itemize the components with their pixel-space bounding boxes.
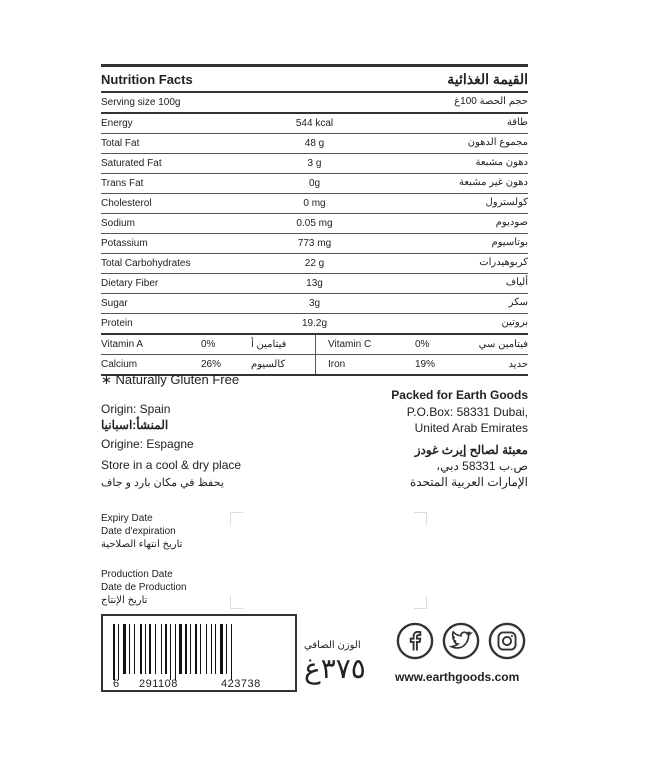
nutrient-name-en: Saturated Fat xyxy=(101,158,162,169)
production-ar: تاريخ الإنتاج xyxy=(101,595,148,606)
barcode-bar xyxy=(118,624,119,680)
nutrient-value: 773 mg xyxy=(297,238,332,249)
barcode-bar xyxy=(134,624,135,674)
nutrition-title-en: Nutrition Facts xyxy=(101,71,193,87)
nutrition-row xyxy=(101,154,528,174)
nutrient-name-en: Cholesterol xyxy=(101,198,152,209)
barcode-bar xyxy=(195,624,197,674)
barcode-bar xyxy=(185,624,187,674)
nutrient-name-en: Sugar xyxy=(101,298,128,309)
gluten-free-note: ∗ Naturally Gluten Free xyxy=(101,372,240,387)
date-box-corner xyxy=(414,596,427,609)
vitamin-divider xyxy=(315,335,316,354)
serving-size-ar: حجم الحصة 100غ xyxy=(454,96,528,107)
nutrient-name-en: Protein xyxy=(101,318,133,329)
barcode-bar xyxy=(161,624,162,674)
barcode-bar xyxy=(170,624,171,680)
nutrition-header xyxy=(101,64,528,93)
barcode-digit-lead: 6 xyxy=(113,678,120,690)
barcode-bar xyxy=(175,624,176,680)
facebook-icon[interactable] xyxy=(396,622,434,660)
nutrient-name-en: Energy xyxy=(101,118,133,129)
nutrition-row xyxy=(101,254,528,274)
nutrition-row xyxy=(101,194,528,214)
production-fr: Date de Production xyxy=(101,582,187,593)
origin-ar: المنشأ:اسبانيا xyxy=(101,418,169,432)
barcode-bar xyxy=(215,624,216,674)
barcode-bar xyxy=(145,624,146,674)
vitamin-divider xyxy=(315,355,316,374)
nutrient-value: 22 g xyxy=(304,258,325,269)
nutrient-value: 13g xyxy=(306,278,323,289)
nutrition-row xyxy=(101,234,528,254)
vitamin-name-en: Calcium xyxy=(101,359,138,370)
nutrition-row xyxy=(101,294,528,314)
expiry-ar: تاريخ انتهاء الصلاحية xyxy=(101,539,183,550)
packer-ar3: الإمارات العربية المتحدة xyxy=(409,475,528,489)
nutrient-name-en: Total Carbohydrates xyxy=(101,258,191,269)
expiry-en: Expiry Date xyxy=(101,513,153,524)
barcode-digits-right: 423738 xyxy=(221,678,261,690)
date-box-corner xyxy=(414,512,427,525)
vitamin-percent: 19% xyxy=(415,359,436,370)
nutrient-name-ar: طاقة xyxy=(506,117,528,128)
nutrient-value: 544 kcal xyxy=(295,118,334,129)
barcode-bar xyxy=(226,624,227,674)
nutrient-name-ar: بوتاسيوم xyxy=(491,237,528,248)
barcode-digits-left: 291108 xyxy=(139,678,178,690)
packer-line1: Packed for Earth Goods xyxy=(391,388,528,402)
nutrient-name-en: Total Fat xyxy=(101,138,140,149)
barcode-bar xyxy=(220,624,223,674)
expiry-fr: Date d'expiration xyxy=(101,526,176,537)
vitamin-row xyxy=(101,335,528,355)
packer-ar2: ص.ب 58331 دبي، xyxy=(436,459,528,473)
packer-line2: P.O.Box: 58331 Dubai, xyxy=(406,405,528,419)
packer-line3: United Arab Emirates xyxy=(414,421,528,435)
vitamin-name-ar: فيتامين سي xyxy=(478,339,528,350)
nutrient-value: 0.05 mg xyxy=(296,218,333,229)
nutrition-panel xyxy=(101,64,528,376)
barcode-bar xyxy=(149,624,151,674)
net-weight-label: الوزن الصافي xyxy=(304,640,361,651)
barcode-bar xyxy=(129,624,130,674)
nutrient-name-ar: دهون مشبعة xyxy=(475,157,528,168)
barcode-bar xyxy=(123,624,126,674)
nutrient-name-ar: سكر xyxy=(508,297,528,308)
barcode-bars xyxy=(109,624,285,674)
nutrition-row xyxy=(101,134,528,154)
nutrition-row xyxy=(101,314,528,335)
serving-row xyxy=(101,93,528,114)
origin-fr: Origine: Espagne xyxy=(101,437,194,451)
nutrient-name-ar: ألياف xyxy=(505,277,528,288)
vitamin-name-en: Vitamin A xyxy=(101,339,144,350)
nutrient-name-ar: كربوهيدرات xyxy=(479,257,528,268)
barcode-bar xyxy=(206,624,207,674)
instagram-icon[interactable] xyxy=(488,622,526,660)
vitamin-name-en: Iron xyxy=(328,359,346,370)
barcode-bar xyxy=(190,624,191,674)
barcode xyxy=(101,614,297,692)
barcode-bar xyxy=(155,624,156,674)
storage-ar: يحفظ في مكان بارد و جاف xyxy=(101,477,224,489)
nutrition-title-ar: القيمة الغذائية xyxy=(447,70,528,87)
nutrition-row xyxy=(101,274,528,294)
serving-size-en: Serving size 100g xyxy=(101,97,181,108)
twitter-icon[interactable] xyxy=(442,622,480,660)
production-block xyxy=(101,568,187,607)
vitamin-percent: 26% xyxy=(201,359,222,370)
barcode-bar xyxy=(211,624,212,674)
nutrient-name-en: Potassium xyxy=(101,238,148,249)
origin-en: Origin: Spain xyxy=(101,402,171,416)
storage-en: Store in a cool & dry place xyxy=(101,458,242,472)
nutrient-name-en: Dietary Fiber xyxy=(101,278,159,289)
barcode-bar xyxy=(113,624,115,680)
barcode-bar xyxy=(140,624,142,674)
barcode-bar xyxy=(165,624,167,674)
barcode-bar xyxy=(179,624,182,674)
barcode-bar xyxy=(231,624,232,680)
production-en: Production Date xyxy=(101,569,173,580)
nutrient-value: 0g xyxy=(308,178,321,189)
nutrient-value: 19.2g xyxy=(301,318,328,329)
nutrient-name-ar: بروتين xyxy=(501,317,528,328)
nutrition-row xyxy=(101,214,528,234)
vitamin-name-ar: كالسيوم xyxy=(251,359,286,370)
nutrition-row xyxy=(101,174,528,194)
nutrient-name-ar: كولسترول xyxy=(485,197,528,208)
nutrient-name-ar: صوديوم xyxy=(495,217,528,228)
vitamin-name-ar: فيتامين أ xyxy=(251,339,287,350)
barcode-bar xyxy=(200,624,201,674)
vitamin-name-ar: حديد xyxy=(508,359,528,370)
nutrient-name-en: Sodium xyxy=(101,218,135,229)
nutrient-name-ar: دهون غير مشبعة xyxy=(458,177,528,188)
website-link[interactable]: www.earthgoods.com xyxy=(395,670,520,684)
expiry-block xyxy=(101,512,182,551)
vitamin-name-en: Vitamin C xyxy=(328,339,372,350)
packer-ar1: معبئة لصالح إيرث غودز xyxy=(414,443,528,457)
net-weight-value: ٣٧٥غ xyxy=(304,653,366,684)
date-box-corner xyxy=(230,596,243,609)
nutrient-name-ar: مجموع الدهون xyxy=(467,137,528,148)
nutrient-value: 3g xyxy=(308,298,321,309)
nutrient-value: 48 g xyxy=(304,138,325,149)
vitamin-percent: 0% xyxy=(201,339,216,350)
nutrition-row xyxy=(101,114,528,134)
nutrient-value: 3 g xyxy=(307,158,322,169)
nutrient-name-en: Trans Fat xyxy=(101,178,144,189)
date-box-corner xyxy=(230,512,243,525)
vitamin-percent: 0% xyxy=(415,339,430,350)
nutrient-value: 0 mg xyxy=(303,198,326,209)
